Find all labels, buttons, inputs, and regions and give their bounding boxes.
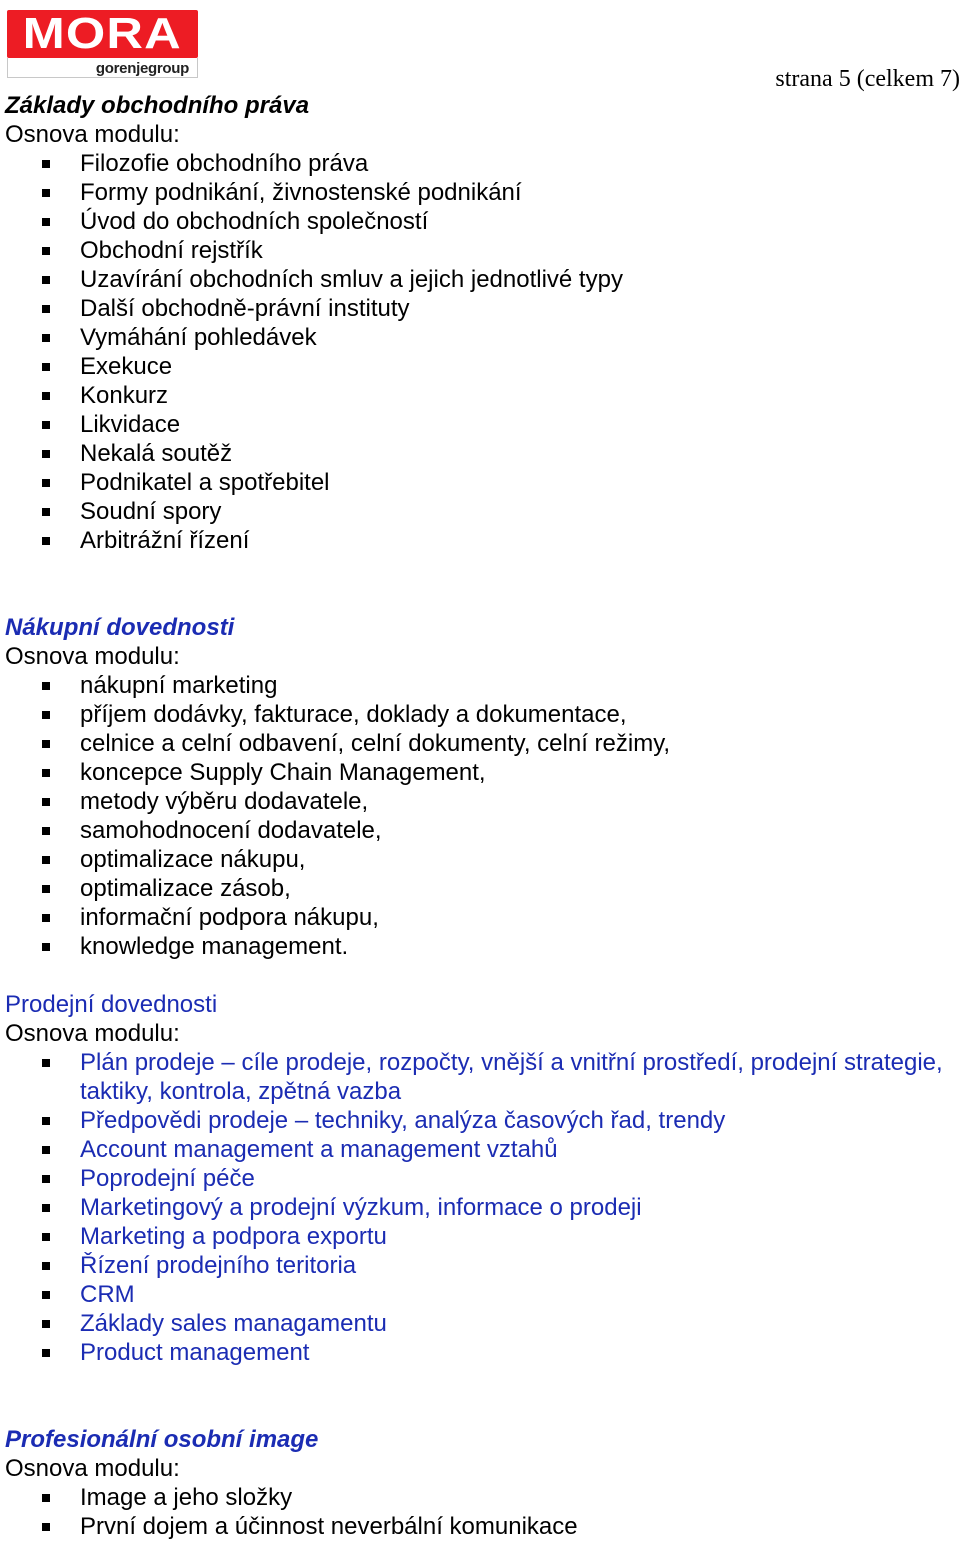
list-item: Image a jeho složky xyxy=(5,1483,955,1512)
spacer xyxy=(5,555,955,613)
list-item: Další obchodně-právní instituty xyxy=(5,294,955,323)
list-item: První dojem a účinnost neverbální komunikace xyxy=(5,1512,955,1541)
list-item: Předpovědi prodeje – techniky, analýza časových řad, trendy xyxy=(5,1106,955,1135)
list-item: Arbitrážní řízení xyxy=(5,526,955,555)
section-title: Základy obchodního práva xyxy=(5,92,310,119)
section-professional-image xyxy=(5,1425,955,1541)
list-item: Plán prodeje – cíle prodeje, rozpočty, vnější a vnitřní prostředí, prodejní strategie, taktiky, kontrola, zpětná vazba xyxy=(5,1048,955,1106)
list-item: Podnikatel a spotřebitel xyxy=(5,468,955,497)
list-item: knowledge management. xyxy=(5,932,955,961)
list-item: Obchodní rejstřík xyxy=(5,236,955,265)
topic-list xyxy=(5,671,955,961)
section-title: Prodejní dovednosti xyxy=(5,991,218,1018)
list-item: Konkurz xyxy=(5,381,955,410)
list-item: Soudní spory xyxy=(5,497,955,526)
outline-label: Osnova modulu: xyxy=(5,121,180,148)
logo-main-text: MORA xyxy=(22,9,183,58)
topic-list xyxy=(5,1483,955,1541)
list-item: Formy podnikání, živnostenské podnikání xyxy=(5,178,955,207)
list-item: Základy sales managamentu xyxy=(5,1309,955,1338)
list-item: Account management a management vztahů xyxy=(5,1135,955,1164)
list-item: nákupní marketing xyxy=(5,671,955,700)
list-item: Product management xyxy=(5,1338,955,1367)
section-sales-skills xyxy=(5,990,955,1367)
section-business-law xyxy=(5,91,955,555)
list-item: informační podpora nákupu, xyxy=(5,903,955,932)
list-item: Filozofie obchodního práva xyxy=(5,149,955,178)
list-item: optimalizace zásob, xyxy=(5,874,955,903)
company-logo xyxy=(7,10,198,78)
list-item: příjem dodávky, fakturace, doklady a dokumentace, xyxy=(5,700,955,729)
logo-sub-text: gorenjegroup xyxy=(95,60,189,77)
list-item: Úvod do obchodních společností xyxy=(5,207,955,236)
spacer xyxy=(5,961,955,990)
list-item: CRM xyxy=(5,1280,955,1309)
list-item: Uzavírání obchodních smluv a jejich jednotlivé typy xyxy=(5,265,955,294)
list-item: Marketing a podpora exportu xyxy=(5,1222,955,1251)
list-item: Vymáhání pohledávek xyxy=(5,323,955,352)
document-body xyxy=(5,91,955,1541)
topic-list xyxy=(5,149,955,555)
list-item: Poprodejní péče xyxy=(5,1164,955,1193)
list-item: samohodnocení dodavatele, xyxy=(5,816,955,845)
logo-mark xyxy=(7,10,198,58)
list-item: celnice a celní odbavení, celní dokumenty, celní režimy, xyxy=(5,729,955,758)
section-title: Profesionální osobní image xyxy=(5,1426,319,1453)
list-item: koncepce Supply Chain Management, xyxy=(5,758,955,787)
section-purchasing-skills xyxy=(5,613,955,961)
spacer xyxy=(5,1367,955,1425)
list-item: Řízení prodejního teritoria xyxy=(5,1251,955,1280)
logo-subtitle xyxy=(7,58,198,78)
outline-label: Osnova modulu: xyxy=(5,643,180,670)
outline-label: Osnova modulu: xyxy=(5,1455,180,1482)
outline-label: Osnova modulu: xyxy=(5,1020,180,1047)
list-item: optimalizace nákupu, xyxy=(5,845,955,874)
list-item: Likvidace xyxy=(5,410,955,439)
list-item: Exekuce xyxy=(5,352,955,381)
list-item: metody výběru dodavatele, xyxy=(5,787,955,816)
page-number: strana 5 (celkem 7) xyxy=(775,66,960,92)
list-item: Marketingový a prodejní výzkum, informace o prodeji xyxy=(5,1193,955,1222)
topic-list xyxy=(5,1048,955,1367)
section-title: Nákupní dovednosti xyxy=(5,614,235,641)
list-item: Nekalá soutěž xyxy=(5,439,955,468)
